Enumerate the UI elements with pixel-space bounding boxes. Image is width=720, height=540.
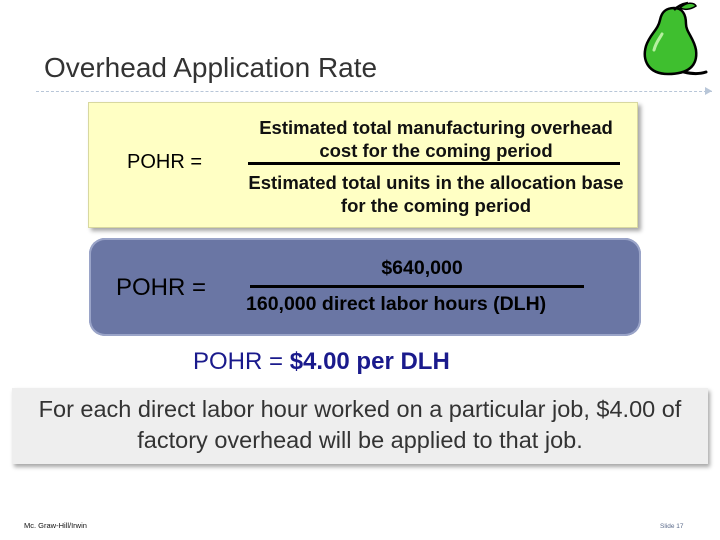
pear-icon <box>634 0 710 82</box>
applied-fraction-bar <box>250 285 584 288</box>
title-divider <box>36 91 712 92</box>
publisher-footer: Mc. Graw-Hill/Irwin <box>24 521 87 530</box>
applied-formula-denominator: 160,000 direct labor hours (DLH) <box>246 293 547 315</box>
general-formula-numerator: Estimated total manufacturing overhead cost for the coming period <box>259 117 613 161</box>
divider-arrow-icon <box>705 87 712 95</box>
general-fraction-bar <box>248 162 620 165</box>
general-formula-denominator: Estimated total units in the allocation base for the coming period <box>248 172 624 216</box>
result-value: $4.00 per DLH <box>289 348 450 375</box>
slide-title: Overhead Application Rate <box>44 52 378 83</box>
explanation-text: For each direct labor hour worked on a particular job, $4.00 of factory overhead will be applied to that job. <box>38 396 682 453</box>
result-line <box>193 348 450 376</box>
applied-formula-lhs: POHR = <box>116 274 207 301</box>
general-formula-lhs: POHR = <box>127 151 203 173</box>
slide-number: Slide 17 <box>660 523 684 530</box>
applied-formula-numerator: $640,000 <box>381 257 463 279</box>
result-lhs: POHR = <box>193 348 290 375</box>
